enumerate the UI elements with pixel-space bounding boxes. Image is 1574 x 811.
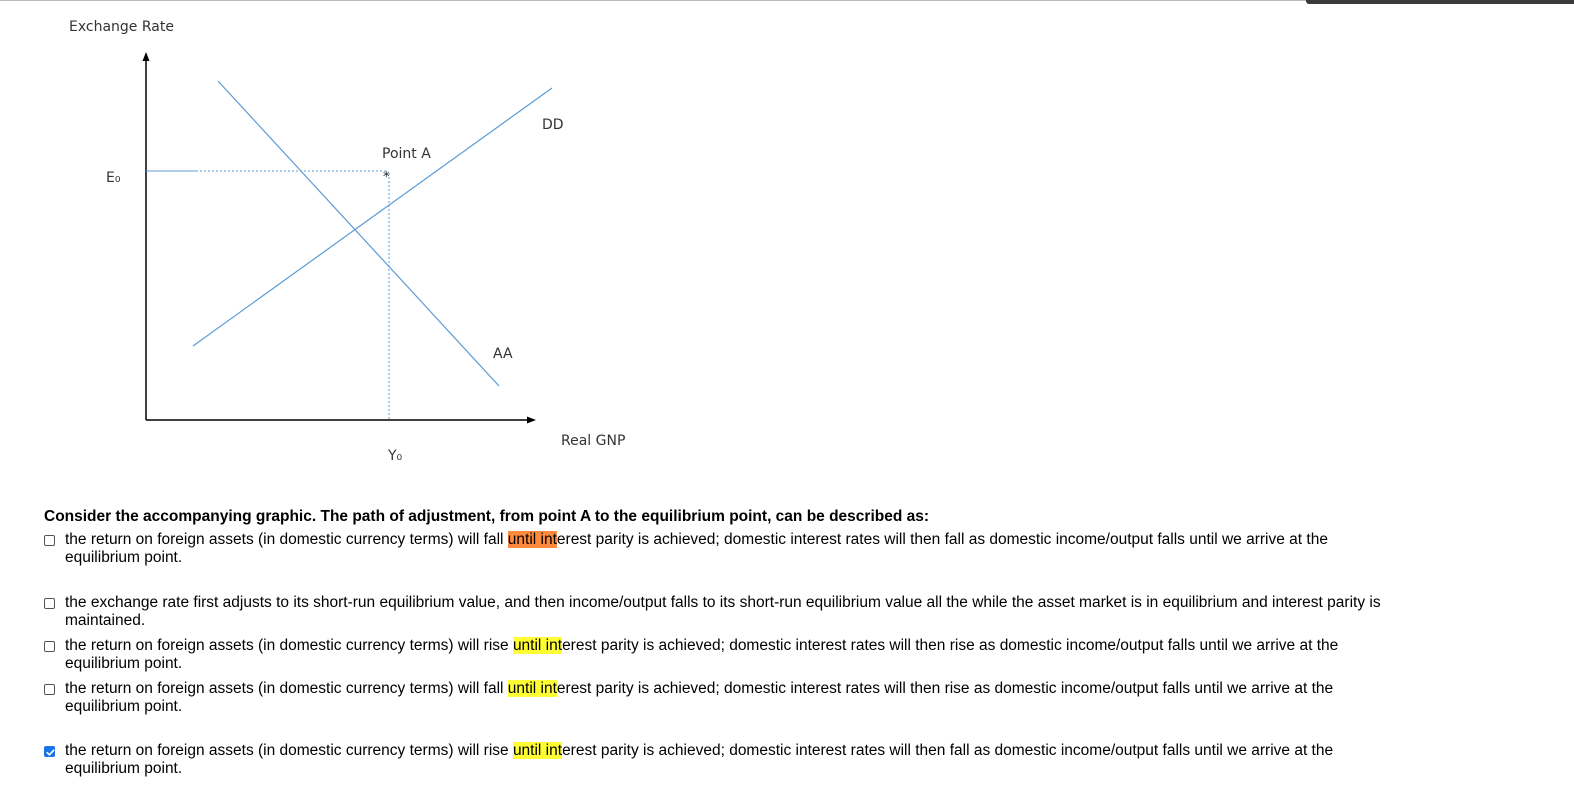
top-tab-bar <box>1306 0 1574 4</box>
e0-label: E₀ <box>106 170 121 186</box>
answer-option-4[interactable] <box>44 680 1384 716</box>
checkmark-icon <box>45 747 56 758</box>
point-a-label: Point A <box>382 146 431 162</box>
option-5-text: the return on foreign assets (in domestic currency terms) will rise until interest parity is achieved; domestic interest rates will then fall as domestic income/output falls until we arrive at the equilibrium point. <box>65 742 1334 777</box>
checkbox-option-5[interactable] <box>44 746 55 757</box>
x-axis-arrow-icon <box>527 417 536 424</box>
option-4-highlight: until int <box>507 680 557 697</box>
y0-label: Y₀ <box>388 448 403 464</box>
option-3-highlight: until int <box>512 637 563 654</box>
option-2-text: the exchange rate first adjusts to its short-run equilibrium value, and then income/output falls to its short-run equilibrium value all the while the asset market is in equilibrium and interest parity is maintained. <box>65 594 1381 629</box>
aa-curve <box>218 81 499 386</box>
question-prompt: Consider the accompanying graphic. The path of adjustment, from point A to the equilibrium point, can be described as: <box>44 508 930 525</box>
option-3-text: the return on foreign assets (in domestic currency terms) will rise until interest parity is achieved; domestic interest rates will then rise as domestic income/output falls until we arrive at the equilibrium point. <box>65 637 1339 672</box>
x-axis-label: Real GNP <box>561 433 626 449</box>
answer-option-3[interactable] <box>44 637 1384 673</box>
option-5-highlight: until int <box>512 742 563 759</box>
checkbox-option-2[interactable] <box>44 598 55 609</box>
option-1-highlight: until int <box>507 531 557 548</box>
answer-option-2[interactable] <box>44 594 1384 630</box>
answer-option-5[interactable] <box>44 742 1384 778</box>
point-a-marker: * <box>383 170 390 185</box>
option-4-text: the return on foreign assets (in domestic currency terms) will fall until interest parity is achieved; domestic interest rates will then rise as domestic income/output falls until we arrive at the equilibrium point. <box>65 680 1334 715</box>
dd-label: DD <box>542 117 564 133</box>
dd-aa-graphic <box>0 0 700 480</box>
y-axis-arrow-icon <box>143 52 150 61</box>
checkbox-option-4[interactable] <box>44 684 55 695</box>
option-1-text: the return on foreign assets (in domestic currency terms) will fall until interest parity is achieved; domestic interest rates will then fall as domestic income/output falls until we arrive at the equilibrium point. <box>65 531 1328 566</box>
checkbox-option-1[interactable] <box>44 535 55 546</box>
checkbox-option-3[interactable] <box>44 641 55 652</box>
answer-option-1[interactable] <box>44 531 1384 567</box>
aa-label: AA <box>493 346 513 362</box>
dd-curve <box>193 88 552 346</box>
y-axis-label: Exchange Rate <box>69 19 174 35</box>
